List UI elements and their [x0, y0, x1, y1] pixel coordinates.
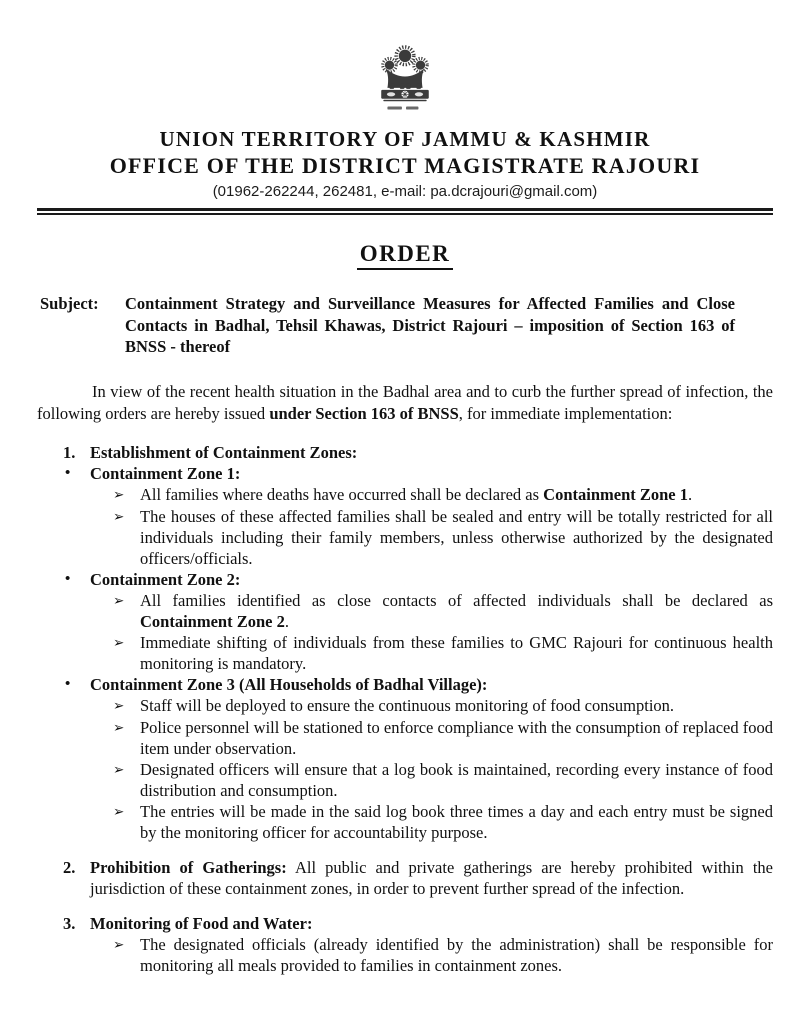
number-marker: 3.	[63, 913, 76, 933]
zone-2-point-1-text	[140, 590, 773, 632]
intro-text-post: , for immediate implementation:	[458, 403, 673, 423]
header-divider	[37, 208, 773, 215]
subject-label: Subject:	[40, 294, 99, 313]
number-marker: 2.	[63, 857, 76, 877]
zone-2-point-1-pre: All families identified as close contacts of affected individuals shall be declared as	[140, 590, 773, 610]
number-marker: 1.	[63, 442, 76, 462]
arrow-icon: ➢	[113, 486, 125, 503]
intro-text-bold: under Section 163 of BNSS	[269, 403, 459, 423]
intro-text-pre: In view of the recent health situation in the Badhal area and to curb the further spread of infection, the following orders are hereby issued	[37, 381, 773, 423]
section-2-row	[37, 857, 773, 899]
zone-3-point-2	[37, 717, 773, 759]
zone-1-point-1-pre: All families where deaths have occurred shall be declared as	[140, 484, 544, 504]
section-3-heading-row	[37, 913, 773, 934]
zone-3-point-1-text: Staff will be deployed to ensure the continuous monitoring of food consumption.	[140, 695, 675, 715]
intro-paragraph	[37, 381, 773, 425]
zone-3-heading-row	[37, 674, 773, 695]
zone-1-point-1-text	[140, 484, 773, 506]
arrow-icon: ➢	[113, 936, 125, 953]
zone-3-point-2-text: Police personnel will be stationed to enforce compliance with the consumption of replaced food item under observation.	[140, 717, 773, 758]
arrow-icon: ➢	[113, 719, 125, 736]
section-gap	[37, 843, 773, 857]
zone-2-point-1-bold: Containment Zone 2	[140, 611, 285, 631]
zone-2-heading-row	[37, 569, 773, 590]
zone-1-heading-row	[37, 463, 773, 484]
header-contact: (01962-262244, 262481, e-mail: pa.dcrajouri@gmail.com)	[212, 183, 598, 200]
zone-1-point-2	[37, 506, 773, 569]
zone-1-heading: Containment Zone 1:	[90, 463, 241, 483]
section-2-text	[90, 857, 773, 899]
arrow-icon: ➢	[113, 761, 125, 778]
zone-3-point-3	[37, 759, 773, 801]
zone-1-point-1-bold: Containment Zone 1	[543, 484, 688, 504]
zone-3-point-1	[37, 695, 773, 717]
section-1-heading: Establishment of Containment Zones:	[90, 442, 358, 462]
arrow-icon: ➢	[113, 634, 125, 651]
zone-3-heading: Containment Zone 3 (All Households of Badhal Village):	[90, 674, 488, 694]
section-3-point-1	[37, 934, 773, 976]
zone-2-point-1	[37, 590, 773, 632]
arrow-icon: ➢	[113, 508, 125, 525]
arrow-icon: ➢	[113, 592, 125, 609]
zone-3-point-4	[37, 801, 773, 843]
arrow-icon: ➢	[113, 803, 125, 820]
subject-text: Containment Strategy and Surveillance Measures for Affected Families and Close Contacts in Badhal, Tehsil Khawas, District Rajouri – imposition of Section 163 of BNSS - thereof	[125, 294, 735, 356]
bullet-marker: •	[65, 464, 71, 481]
zone-1-point-1-post: .	[688, 484, 693, 504]
order-title: ORDER	[357, 241, 454, 270]
zone-1-point-2-text: The houses of these affected families shall be sealed and entry will be totally restricted for all individuals including their family members, unless otherwise authorized by the designated officers/officials.	[140, 506, 773, 568]
section-gap	[37, 899, 773, 913]
arrow-icon: ➢	[113, 697, 125, 714]
emblem-container	[37, 0, 773, 116]
zone-2-point-1-post: .	[284, 611, 289, 631]
national-emblem-icon	[374, 103, 436, 120]
zone-2-point-2	[37, 632, 773, 674]
zone-2-point-2-text: Immediate shifting of individuals from these families to GMC Rajouri for continuous health monitoring is mandatory.	[140, 632, 773, 673]
section-2-body: All public and private gatherings are hereby prohibited within the jurisdiction of these containment zones, in order to prevent further spread of the infection.	[90, 857, 773, 898]
order-list	[37, 442, 773, 976]
satyameva-jayate-motto	[387, 106, 418, 109]
order-title-wrap	[37, 241, 773, 270]
section-3-heading: Monitoring of Food and Water:	[90, 913, 313, 933]
section-1-heading-row	[37, 442, 773, 463]
section-2-heading: Prohibition of Gatherings:	[90, 857, 287, 877]
header-territory: UNION TERRITORY OF JAMMU & KASHMIR	[159, 127, 651, 151]
bullet-marker: •	[65, 570, 71, 587]
header-office: OFFICE OF THE DISTRICT MAGISTRATE RAJOURI	[109, 153, 701, 178]
section-3-point-1-text: The designated officials (already identified by the administration) shall be responsible for monitoring all meals provided to families in containment zones.	[140, 934, 773, 975]
zone-3-point-4-text: The entries will be made in the said log book three times a day and each entry must be signed by the monitoring officer for accountability purpose.	[140, 801, 773, 842]
bullet-marker: •	[65, 675, 71, 692]
zone-1-point-1	[37, 484, 773, 506]
subject-block	[40, 293, 773, 358]
zone-3-point-3-text: Designated officers will ensure that a log book is maintained, recording every instance of food distribution and consumption.	[140, 759, 773, 800]
zone-2-heading: Containment Zone 2:	[90, 569, 241, 589]
